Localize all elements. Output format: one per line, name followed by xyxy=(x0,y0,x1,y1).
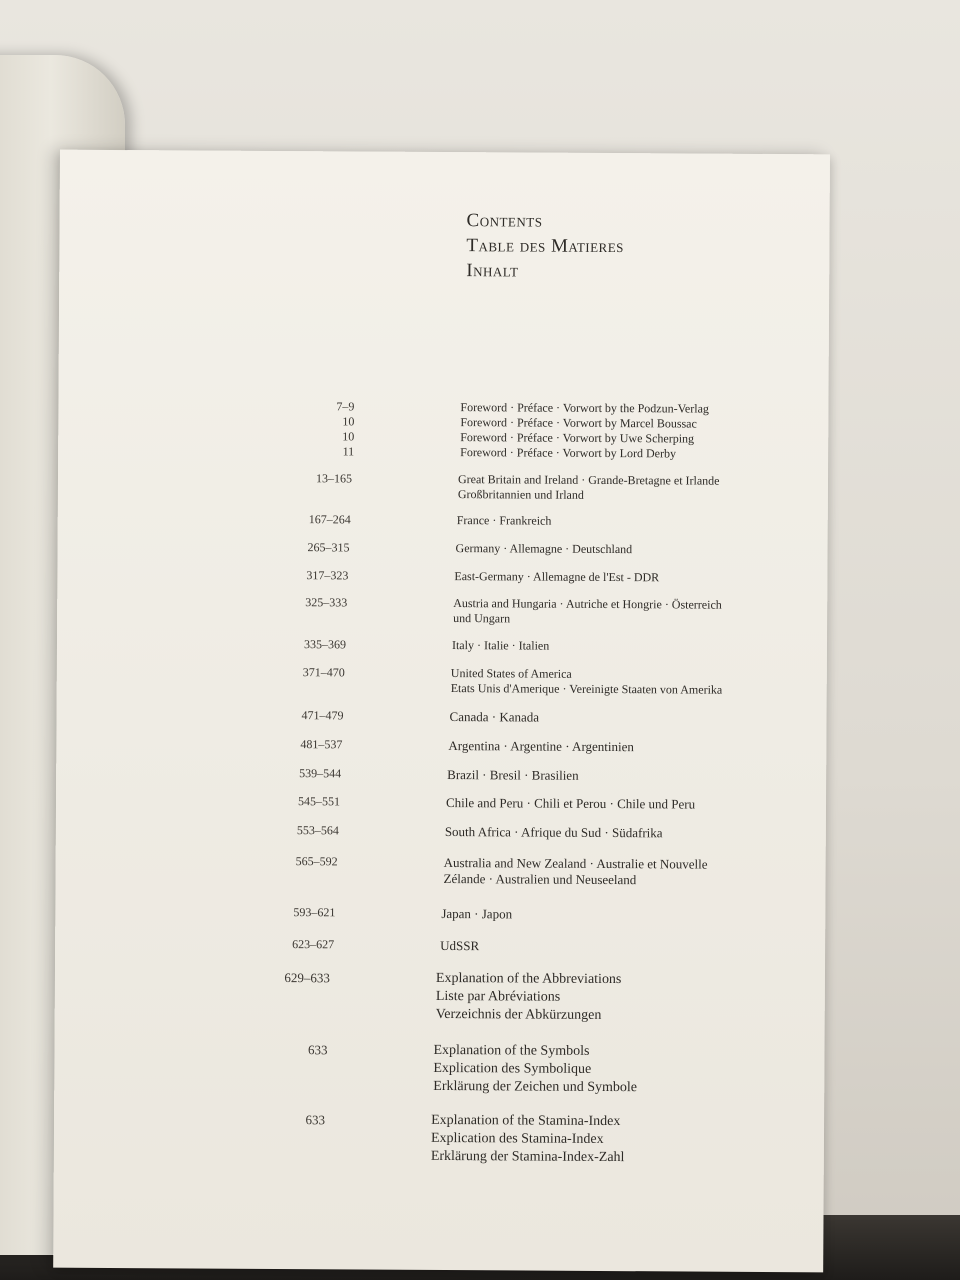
page-range: 167–264 xyxy=(308,512,351,527)
page-range: 317–323 xyxy=(306,568,349,583)
entry-title: Zélande · Australien und Neuseeland xyxy=(443,871,637,888)
entry-title: Etats Unis d'Amerique · Vereinigte Staaten von Amerika xyxy=(450,681,723,697)
entry-title: Verzeichnis der Abkürzungen xyxy=(435,1006,602,1023)
entry-title: France · Frankreich xyxy=(456,513,552,528)
entry-title: Canada · Kanada xyxy=(449,709,540,725)
page-range: 10 xyxy=(342,429,355,444)
heading-line-english: Contents xyxy=(466,210,543,232)
book-page xyxy=(53,150,830,1273)
entry-title: Großbritannien und Irland xyxy=(457,487,584,502)
entry-title: Japan · Japon xyxy=(441,905,513,922)
entry-title: Liste par Abréviations xyxy=(435,988,561,1005)
page-range: 10 xyxy=(342,414,355,429)
page-range: 623–627 xyxy=(292,937,335,952)
entry-title: Foreword · Préface · Vorwort by Marcel Boussac xyxy=(460,415,697,431)
entry-title: Austria and Hungaria · Autriche et Hongrie · Österreich xyxy=(453,596,722,612)
page-range: 481–537 xyxy=(300,737,343,752)
table-of-contents xyxy=(53,150,830,1273)
entry-title: Foreword · Préface · Vorwort by the Podzun-Verlag xyxy=(460,400,709,416)
heading-line-french: Table des Matieres xyxy=(466,235,624,258)
page-range: 565–592 xyxy=(295,854,338,869)
page-range: 7–9 xyxy=(336,399,355,414)
page-range: 13–165 xyxy=(315,471,353,486)
entry-title: Foreword · Préface · Vorwort by Uwe Scherping xyxy=(460,430,695,446)
page-range: 539–544 xyxy=(299,766,342,781)
entry-title: und Ungarn xyxy=(453,611,511,626)
page-range: 553–564 xyxy=(296,823,339,838)
page-range: 633 xyxy=(305,1112,326,1128)
page-range: 593–621 xyxy=(293,905,336,920)
entry-title: South Africa · Afrique du Sud · Südafrika xyxy=(444,824,663,841)
entry-title: Argentina · Argentine · Argentinien xyxy=(448,738,634,755)
entry-title: Erklärung der Zeichen und Symbole xyxy=(433,1078,638,1096)
page-range: 371–470 xyxy=(302,665,345,680)
entry-title: Germany · Allemagne · Deutschland xyxy=(455,541,633,557)
entry-title: Explanation of the Symbols xyxy=(433,1042,590,1059)
entry-title: Erklärung der Stamina-Index-Zahl xyxy=(430,1148,625,1166)
entry-title: Foreword · Préface · Vorwort by Lord Derby xyxy=(460,445,677,461)
entry-title: Explanation of the Abbreviations xyxy=(435,970,622,988)
entry-title: Australia and New Zealand · Australie et Nouvelle xyxy=(443,855,708,872)
entry-title: Explication des Symbolique xyxy=(433,1060,592,1077)
page-range: 545–551 xyxy=(297,794,341,809)
entry-title: Explanation of the Stamina-Index xyxy=(431,1112,621,1130)
page-range: 325–333 xyxy=(305,595,348,610)
page-range: 633 xyxy=(307,1042,328,1058)
heading-line-german: Inhalt xyxy=(466,260,519,282)
entry-title: Chile and Peru · Chili et Perou · Chile und Peru xyxy=(445,795,696,812)
page-range: 471–479 xyxy=(301,708,344,723)
entry-title: Brazil · Bresil · Brasilien xyxy=(447,767,579,783)
entry-title: United States of America xyxy=(450,666,572,681)
entry-title: East-Germany · Allemagne de l'Est - DDR xyxy=(454,569,660,585)
page-range: 11 xyxy=(342,444,355,459)
page-range: 335–369 xyxy=(303,637,347,652)
page-range: 265–315 xyxy=(307,540,350,555)
entry-title: Great Britain and Ireland · Grande-Bretagne et Irlande xyxy=(457,472,720,488)
entry-title: Italy · Italie · Italien xyxy=(451,638,550,653)
entry-title: UdSSR xyxy=(440,937,480,954)
entry-title: Explication des Stamina-Index xyxy=(430,1130,604,1147)
page-range: 629–633 xyxy=(284,970,330,986)
